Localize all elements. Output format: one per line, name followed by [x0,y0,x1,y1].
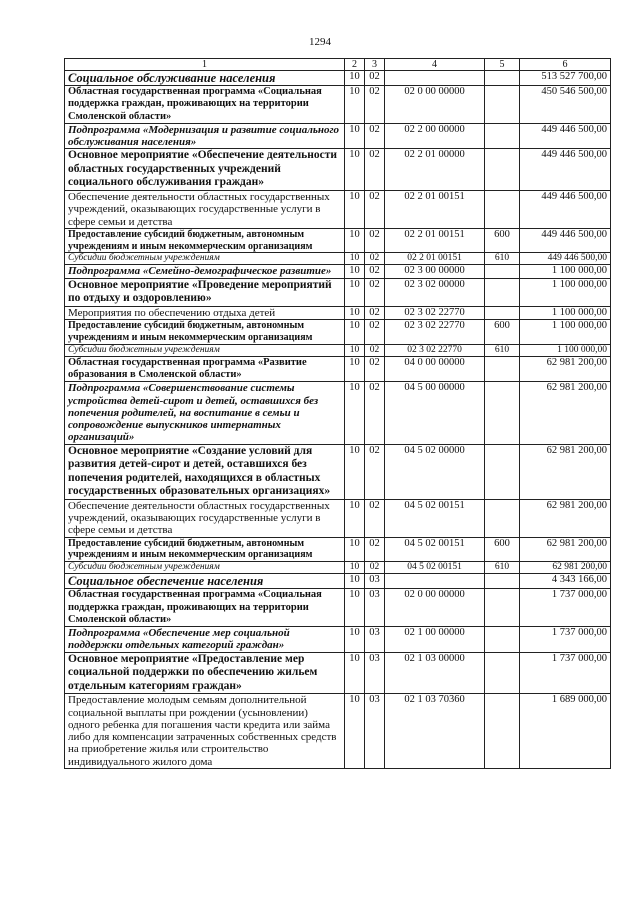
table-row [65,265,611,278]
row-chapter: 10 [345,149,365,191]
row-expense-type [485,694,520,769]
row-subsection: 03 [365,589,385,627]
table-row [65,306,611,319]
row-target-code: 02 3 02 22770 [385,320,485,345]
table-row [65,356,611,382]
row-subsection: 02 [365,253,385,265]
row-target-code: 02 1 00 00000 [385,627,485,653]
row-subsection: 02 [365,382,385,444]
table-row [65,574,611,589]
table-row [65,320,611,345]
row-target-code: 02 2 00 00000 [385,123,485,149]
table-row [65,86,611,124]
row-subsection: 02 [365,71,385,86]
row-target-code: 02 3 02 22770 [385,306,485,319]
row-chapter: 10 [345,444,365,499]
row-chapter: 10 [345,265,365,278]
row-name: Обеспечение деятельности областных государственных учреждений, оказывающих государственные услуги в сфере семьи и детства [65,190,345,228]
row-name: Предоставление субсидий бюджетным, автономным учреждениям и иным некоммерческим организациям [65,320,345,345]
row-name: Областная государственная программа «Социальная поддержка граждан, проживающих на территории Смоленской области» [65,86,345,124]
row-amount: 62 981 200,00 [520,382,611,444]
row-chapter: 10 [345,344,365,356]
row-amount: 449 446 500,00 [520,228,611,253]
row-chapter: 10 [345,537,365,562]
row-amount: 449 446 500,00 [520,123,611,149]
row-target-code: 02 3 00 00000 [385,265,485,278]
row-amount: 449 446 500,00 [520,253,611,265]
table-row [65,627,611,653]
row-amount: 1 100 000,00 [520,278,611,306]
page-number: 1294 [309,36,331,48]
row-subsection: 02 [365,356,385,382]
row-expense-type [485,589,520,627]
row-expense-type [485,627,520,653]
row-chapter: 10 [345,123,365,149]
table-row [65,537,611,562]
row-chapter: 10 [345,562,365,574]
row-name: Обеспечение деятельности областных государственных учреждений, оказывающих государственные услуги в сфере семьи и детства [65,499,345,537]
row-target-code: 02 2 01 00151 [385,228,485,253]
row-chapter: 10 [345,320,365,345]
row-amount: 1 737 000,00 [520,652,611,694]
row-expense-type [485,123,520,149]
table-row [65,228,611,253]
row-expense-type: 600 [485,320,520,345]
row-expense-type: 610 [485,344,520,356]
row-target-code: 02 3 02 22770 [385,344,485,356]
row-amount: 1 689 000,00 [520,694,611,769]
row-subsection: 02 [365,190,385,228]
row-subsection: 02 [365,344,385,356]
row-amount: 513 527 700,00 [520,71,611,86]
row-subsection: 03 [365,627,385,653]
row-subsection: 02 [365,123,385,149]
row-name: Субсидии бюджетным учреждениям [65,253,345,265]
row-amount: 1 100 000,00 [520,265,611,278]
row-chapter: 10 [345,356,365,382]
row-subsection: 02 [365,499,385,537]
row-amount: 4 343 166,00 [520,574,611,589]
row-chapter: 10 [345,382,365,444]
row-name: Социальное обслуживание населения [65,71,345,86]
row-subsection: 03 [365,574,385,589]
row-expense-type [485,574,520,589]
row-expense-type [485,444,520,499]
row-expense-type: 610 [485,562,520,574]
row-amount: 1 100 000,00 [520,320,611,345]
table-row [65,562,611,574]
table-row [65,694,611,769]
table-row [65,589,611,627]
row-chapter: 10 [345,652,365,694]
row-chapter: 10 [345,694,365,769]
row-chapter: 10 [345,86,365,124]
table-row [65,652,611,694]
row-target-code: 02 2 01 00151 [385,253,485,265]
table-row [65,190,611,228]
row-subsection: 02 [365,444,385,499]
row-target-code: 02 2 01 00000 [385,149,485,191]
row-name: Подпрограмма «Совершенствование системы устройства детей-сирот и детей, оставшихся без попечения родителей, на воспитание в семьи и сопровождение выпускников интернатных организаций» [65,382,345,444]
row-amount: 62 981 200,00 [520,562,611,574]
row-amount: 449 446 500,00 [520,190,611,228]
row-chapter: 10 [345,278,365,306]
budget-table-body [65,59,611,769]
column-header: 1 [65,59,345,71]
row-target-code: 02 2 01 00151 [385,190,485,228]
row-target-code: 02 3 02 00000 [385,278,485,306]
table-row [65,382,611,444]
row-chapter: 10 [345,71,365,86]
row-chapter: 10 [345,190,365,228]
row-amount: 62 981 200,00 [520,444,611,499]
row-name: Основное мероприятие «Предоставление мер социальной поддержки по обеспечению жильем отдельным категориям граждан» [65,652,345,694]
row-expense-type [485,190,520,228]
row-name: Основное мероприятие «Обеспечение деятельности областных государственных учреждений социального обслуживания граждан» [65,149,345,191]
table-row [65,149,611,191]
row-name: Подпрограмма «Обеспечение мер социальной поддержки отдельных категорий граждан» [65,627,345,653]
row-name: Основное мероприятие «Проведение мероприятий по отдыху и оздоровлению» [65,278,345,306]
row-expense-type: 600 [485,228,520,253]
row-chapter: 10 [345,589,365,627]
row-name: Субсидии бюджетным учреждениям [65,344,345,356]
row-chapter: 10 [345,499,365,537]
column-header: 3 [365,59,385,71]
row-target-code: 04 5 02 00151 [385,537,485,562]
row-amount: 1 737 000,00 [520,589,611,627]
row-target-code: 04 0 00 00000 [385,356,485,382]
row-amount: 1 100 000,00 [520,344,611,356]
row-expense-type [485,149,520,191]
row-chapter: 10 [345,574,365,589]
row-name: Социальное обеспечение населения [65,574,345,589]
row-target-code: 02 0 00 00000 [385,589,485,627]
column-header: 5 [485,59,520,71]
row-subsection: 02 [365,562,385,574]
row-target-code: 04 5 00 00000 [385,382,485,444]
table-row [65,123,611,149]
row-subsection: 02 [365,320,385,345]
row-amount: 449 446 500,00 [520,149,611,191]
table-row [65,71,611,86]
row-amount: 1 100 000,00 [520,306,611,319]
column-header: 4 [385,59,485,71]
row-expense-type: 600 [485,537,520,562]
table-row [65,278,611,306]
row-name: Основное мероприятие «Создание условий для развития детей-сирот и детей, оставшихся без попечения родителей, находящихся в областных государственных образовательных организациях» [65,444,345,499]
table-row [65,444,611,499]
row-amount: 62 981 200,00 [520,356,611,382]
row-subsection: 03 [365,652,385,694]
table-row [65,253,611,265]
column-header: 2 [345,59,365,71]
row-amount: 1 737 000,00 [520,627,611,653]
row-expense-type [485,265,520,278]
row-chapter: 10 [345,253,365,265]
row-target-code: 02 0 00 00000 [385,86,485,124]
column-header: 6 [520,59,611,71]
table-row [65,344,611,356]
row-expense-type [485,86,520,124]
row-chapter: 10 [345,306,365,319]
row-subsection: 02 [365,306,385,319]
row-expense-type: 610 [485,253,520,265]
row-target-code: 04 5 02 00151 [385,499,485,537]
row-expense-type [485,652,520,694]
row-amount: 62 981 200,00 [520,537,611,562]
row-name: Областная государственная программа «Развитие образования в Смоленской области» [65,356,345,382]
row-subsection: 02 [365,537,385,562]
row-expense-type [485,356,520,382]
row-name: Субсидии бюджетным учреждениям [65,562,345,574]
row-target-code: 04 5 02 00151 [385,562,485,574]
row-name: Подпрограмма «Семейно-демографическое развитие» [65,265,345,278]
row-amount: 450 546 500,00 [520,86,611,124]
row-subsection: 02 [365,278,385,306]
budget-table [64,58,611,769]
row-name: Предоставление субсидий бюджетным, автономным учреждениям и иным некоммерческим организациям [65,537,345,562]
row-name: Подпрограмма «Модернизация и развитие социального обслуживания населения» [65,123,345,149]
header-row [65,59,611,71]
row-expense-type [485,306,520,319]
row-chapter: 10 [345,627,365,653]
row-subsection: 02 [365,86,385,124]
row-subsection: 02 [365,149,385,191]
table-row [65,499,611,537]
row-expense-type [485,71,520,86]
row-expense-type [485,278,520,306]
row-subsection: 03 [365,694,385,769]
row-name: Мероприятия по обеспечению отдыха детей [65,306,345,319]
row-chapter: 10 [345,228,365,253]
row-subsection: 02 [365,228,385,253]
row-target-code: 04 5 02 00000 [385,444,485,499]
row-name: Предоставление молодым семьям дополнительной социальной выплаты при рождении (усыновлении) одного ребенка для погашения части кредита или займа либо для компенсации затраченных собственных средств на приобретение жилья или строительство индивидуального жилого дома [65,694,345,769]
row-target-code [385,71,485,86]
row-subsection: 02 [365,265,385,278]
row-expense-type [485,499,520,537]
row-name: Предоставление субсидий бюджетным, автономным учреждениям и иным некоммерческим организациям [65,228,345,253]
row-target-code: 02 1 03 70360 [385,694,485,769]
row-target-code [385,574,485,589]
row-expense-type [485,382,520,444]
row-name: Областная государственная программа «Социальная поддержка граждан, проживающих на территории Смоленской области» [65,589,345,627]
row-target-code: 02 1 03 00000 [385,652,485,694]
row-amount: 62 981 200,00 [520,499,611,537]
